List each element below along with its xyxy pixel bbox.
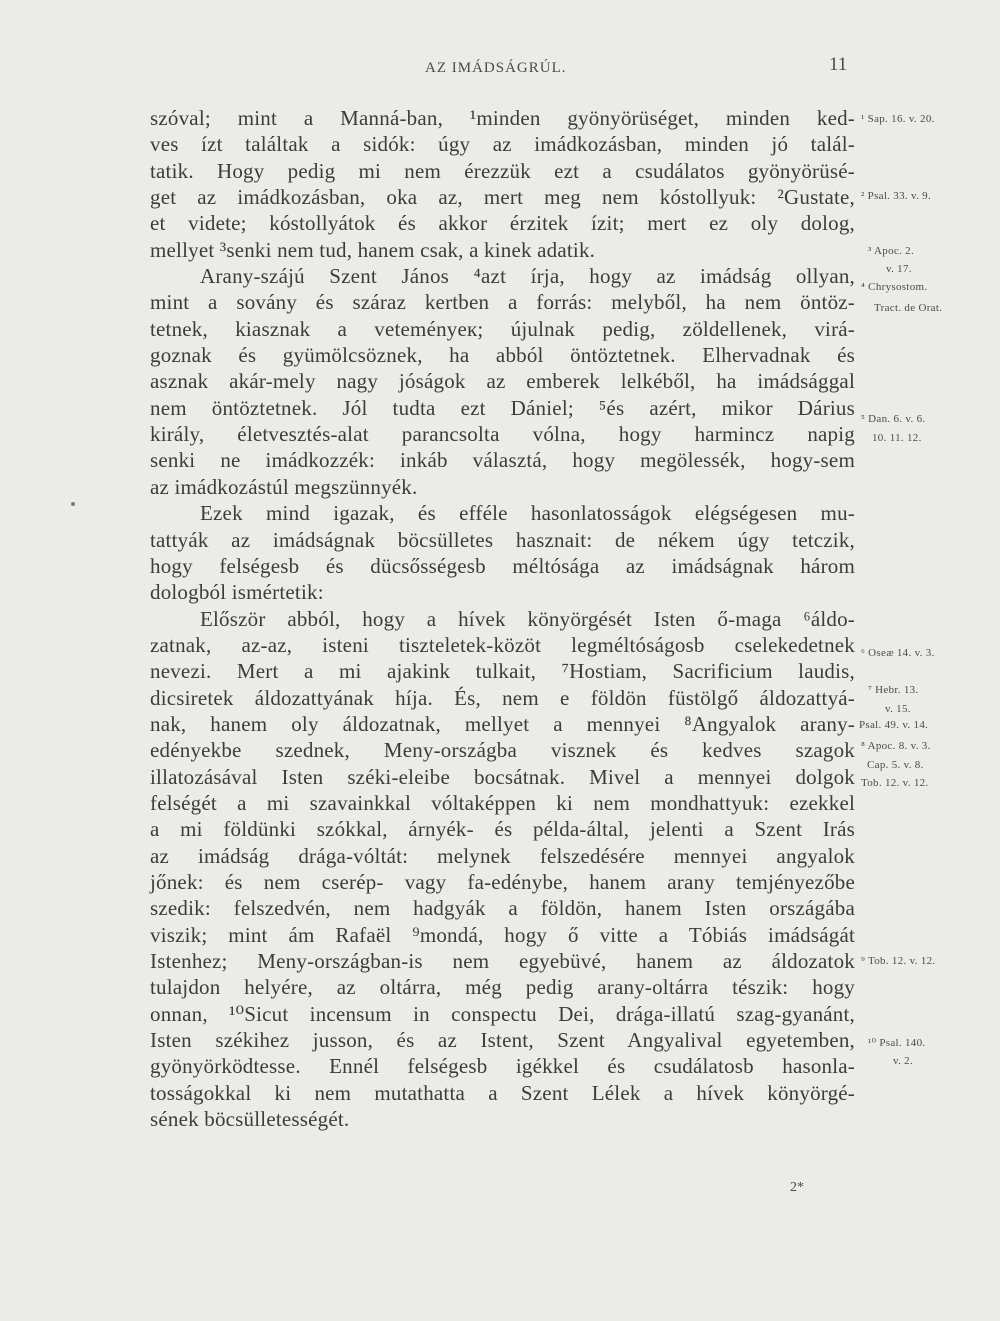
text-line: tattyák az imádságnak böcsülletes hasznait: de nékem úgy tetczik, xyxy=(150,527,855,552)
text-line: viszik; mint ám Rafaël ⁹mondá, hogy ő vitte a Tóbiás imádságát xyxy=(150,922,855,947)
text-line: mellyet ³senki nem tud, hanem csak, a kinek adatik. xyxy=(150,237,596,262)
text-line: sének böcsülletességét. xyxy=(150,1107,350,1132)
text-line: onnan, ¹⁰Sicut incensum in conspectu Dei, drága-illatú szag-gyanánt, xyxy=(150,1001,855,1026)
margin-note: ¹ Sap. 16. v. 20. xyxy=(861,113,935,125)
text-line: felségét a mi szavainkkal vóltaképpen ki nem mondhattyuk: ezekkel xyxy=(150,790,855,815)
body-text xyxy=(150,105,855,1132)
margin-note: ⁵ Dan. 6. v. 6. xyxy=(861,413,926,425)
margin-note: Tob. 12. v. 12. xyxy=(861,777,929,789)
text-line: dologból ismértetik: xyxy=(150,580,324,605)
text-line: edényekbe szednek, Meny-országba visznek és kedves szagok xyxy=(150,738,855,763)
text-line: get az imádkozásban, oka az, mert meg nem kóstollyuk: ²Gustate, xyxy=(150,185,855,210)
margin-note: ⁸ Apoc. 8. v. 3. xyxy=(861,740,931,752)
text-line: goznak és gyümölcsöznek, ha abból öntöztetnek. Elhervadnak és xyxy=(150,343,855,368)
text-line: nak, hanem oly áldozatnak, mellyet a mennyei ⁸Angyalok arany- xyxy=(150,711,855,736)
margin-note: ² Psal. 33. v. 9. xyxy=(861,190,932,202)
margin-note: ⁶ Oseæ 14. v. 3. xyxy=(861,647,935,659)
text-line: király, életvesztés-alat parancsolta vólna, hogy harmincz napig xyxy=(150,422,855,447)
text-line: Ezek mind igazak, és efféle hasonlatosságok elégségesen mu- xyxy=(200,501,855,526)
text-line: hogy felségesb és dücsősségesb méltósága az imádságnak három xyxy=(150,553,855,578)
margin-note: v. 2. xyxy=(893,1055,914,1067)
text-line: tosságokkal ki nem mutathatta a Szent Lélek a hívek könyörgé- xyxy=(150,1080,855,1105)
text-line: Arany-szájú Szent János ⁴azt írja, hogy az imádság ollyan, xyxy=(200,264,855,289)
margin-note: ⁴ Chrysostom. xyxy=(861,281,928,293)
text-line: et videte; kóstollyátok és akkor érzitek ízit; mert ez oly dolog, xyxy=(150,211,855,236)
margin-note: ³ Apoc. 2. xyxy=(868,245,915,257)
text-line: tulajdon helyére, az oltárra, még pedig arany-oltárra tészik: hogy xyxy=(150,975,855,1000)
text-line: Istenhez; Meny-országban-is nem egyebüvé, hanem az áldozatok xyxy=(150,949,855,973)
text-line: dicsiretek áldozattyának híja. És, nem e földön füstölgő áldozattyá- xyxy=(150,685,855,710)
page-number: 11 xyxy=(829,54,848,75)
text-line: gyönyörködtesse. Ennél felségesb igékkel és csudálatosb hasonla- xyxy=(150,1054,855,1079)
text-line: tetnek, kiasznak a veteményeк; újulnak pedig, zöldellenek, virá- xyxy=(150,316,855,341)
text-line: asznak akár-mely nagy jóságok az emberek lelkéből, ha imádsággal xyxy=(150,369,855,394)
margin-note: ⁹ Tob. 12. v. 12. xyxy=(861,955,936,967)
signature-mark: 2* xyxy=(790,1180,804,1195)
text-line: Először abból, hogy a hívek könyörgését Isten ő-maga ⁶áldo- xyxy=(200,606,855,631)
paper-speck xyxy=(71,502,75,506)
text-line: az imádkozástúl megszünnyék. xyxy=(150,474,418,499)
margin-note: ¹⁰ Psal. 140. xyxy=(868,1037,926,1049)
margin-note: Psal. 49. v. 14. xyxy=(859,719,929,731)
text-line: illatozásával Isten széki-eleibe bocsátnak. Mivel a mennyei dolgok xyxy=(150,764,855,789)
text-line: szóval; mint a Manná-ban, ¹minden gyönyörüséget, minden ked- xyxy=(150,106,855,130)
margin-note: 10. 11. 12. xyxy=(872,432,922,444)
text-line: az imádság drága-vóltát: melynek felszedésére mennyei angyalok xyxy=(150,843,855,868)
text-line: szedik: felszedvén, nem hadgyák a földön, hanem Isten országába xyxy=(150,896,855,921)
text-line: jőnek: és nem cserép- vagy fa-edénybe, hanem arany temjényezőbe xyxy=(150,869,855,894)
text-line: tatik. Hogy pedig mi nem érezzük ezt a csudálatos gyönyörüsé- xyxy=(150,158,855,183)
margin-note: Tract. de Orat. xyxy=(874,302,943,314)
margin-note: ⁷ Hebr. 13. xyxy=(868,684,919,696)
margin-note: v. 17. xyxy=(886,263,912,275)
text-line: senki ne imádkozzék: inkáb választá, hogy megölessék, hogy-sem xyxy=(150,448,855,473)
text-line: ves ízt találtak a sidók: úgy az imádkozásban, minden jó talál- xyxy=(150,132,855,157)
margin-note: Cap. 5. v. 8. xyxy=(867,759,924,771)
text-line: Isten székihez jusson, és az Istent, Szent Angyalival egyetemben, xyxy=(150,1028,855,1053)
text-line: zatnak, az-az, isteni tiszteletek-közöt legméltóságosb cselekedetnek xyxy=(150,632,855,657)
text-line: mint a sovány és száraz kertben a forrás: melyből, ha nem öntöz- xyxy=(150,290,855,315)
margin-note: v. 15. xyxy=(885,703,911,715)
text-line: nem öntöztetnek. Jól tudta ezt Dániel; ⁵és azért, mikor Dárius xyxy=(150,395,855,420)
text-line: a mi földünki szókkal, árnyék- és példa-által, jelenti a Szent Irás xyxy=(150,817,855,842)
running-header: AZ IMÁDSÁGRÚL. xyxy=(425,60,567,76)
text-line: nevezi. Mert a mi ajakink tulkait, ⁷Hostiam, Sacrificium laudis, xyxy=(150,659,855,684)
